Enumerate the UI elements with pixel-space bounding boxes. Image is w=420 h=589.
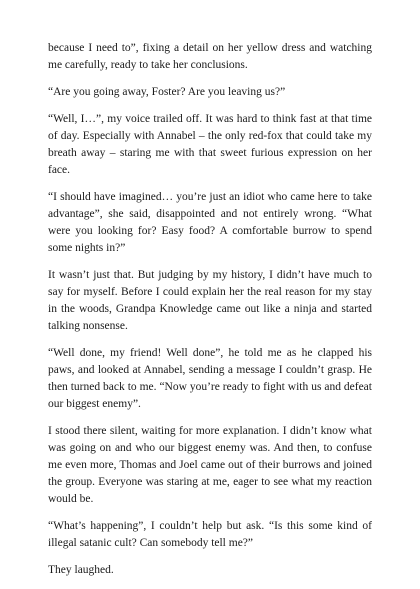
body-text xyxy=(48,40,372,589)
paragraph: because I need to”, fixing a detail on her yellow dress and watching me carefully, ready to take her conclusions. xyxy=(48,42,372,71)
paragraph: “Well, I…”, my voice trailed off. It was hard to think fast at that time of day. Especially with Annabel – the only red-fox that could take my breath away – staring me with that sweet furious expression on her face. xyxy=(48,113,372,176)
paragraph: They laughed. xyxy=(48,564,114,576)
paragraph: “What’s happening”, I couldn’t help but ask. “Is this some kind of illegal satanic cult? Can somebody tell me?” xyxy=(48,520,372,549)
paragraph: It wasn’t just that. But judging by my history, I didn’t have much to say for myself. Before I could explain her the real reason for my stay in the woods, Grandpa Knowledge came out like a ninja and started talking nonsense. xyxy=(48,269,372,332)
paragraph: I stood there silent, waiting for more explanation. I didn’t know what was going on and who our biggest enemy was. And then, to confuse me even more, Thomas and Joel came out of their burrows and joined the group. Everyone was staring at me, eager to see what my reaction would be. xyxy=(48,425,372,505)
paragraph: “I should have imagined… you’re just an idiot who came here to take advantage”, she said, disappointed and not entirely wrong. “What were you looking for? Easy food? A comfortable burrow to spend some nights in?” xyxy=(48,191,372,254)
paragraph: “Well done, my friend! Well done”, he told me as he clapped his paws, and looked at Annabel, sending a message I couldn’t grasp. He then turned back to me. “Now you’re ready to fight with us and defeat our biggest enemy”. xyxy=(48,347,372,410)
paragraph: “Are you going away, Foster? Are you leaving us?” xyxy=(48,86,286,98)
